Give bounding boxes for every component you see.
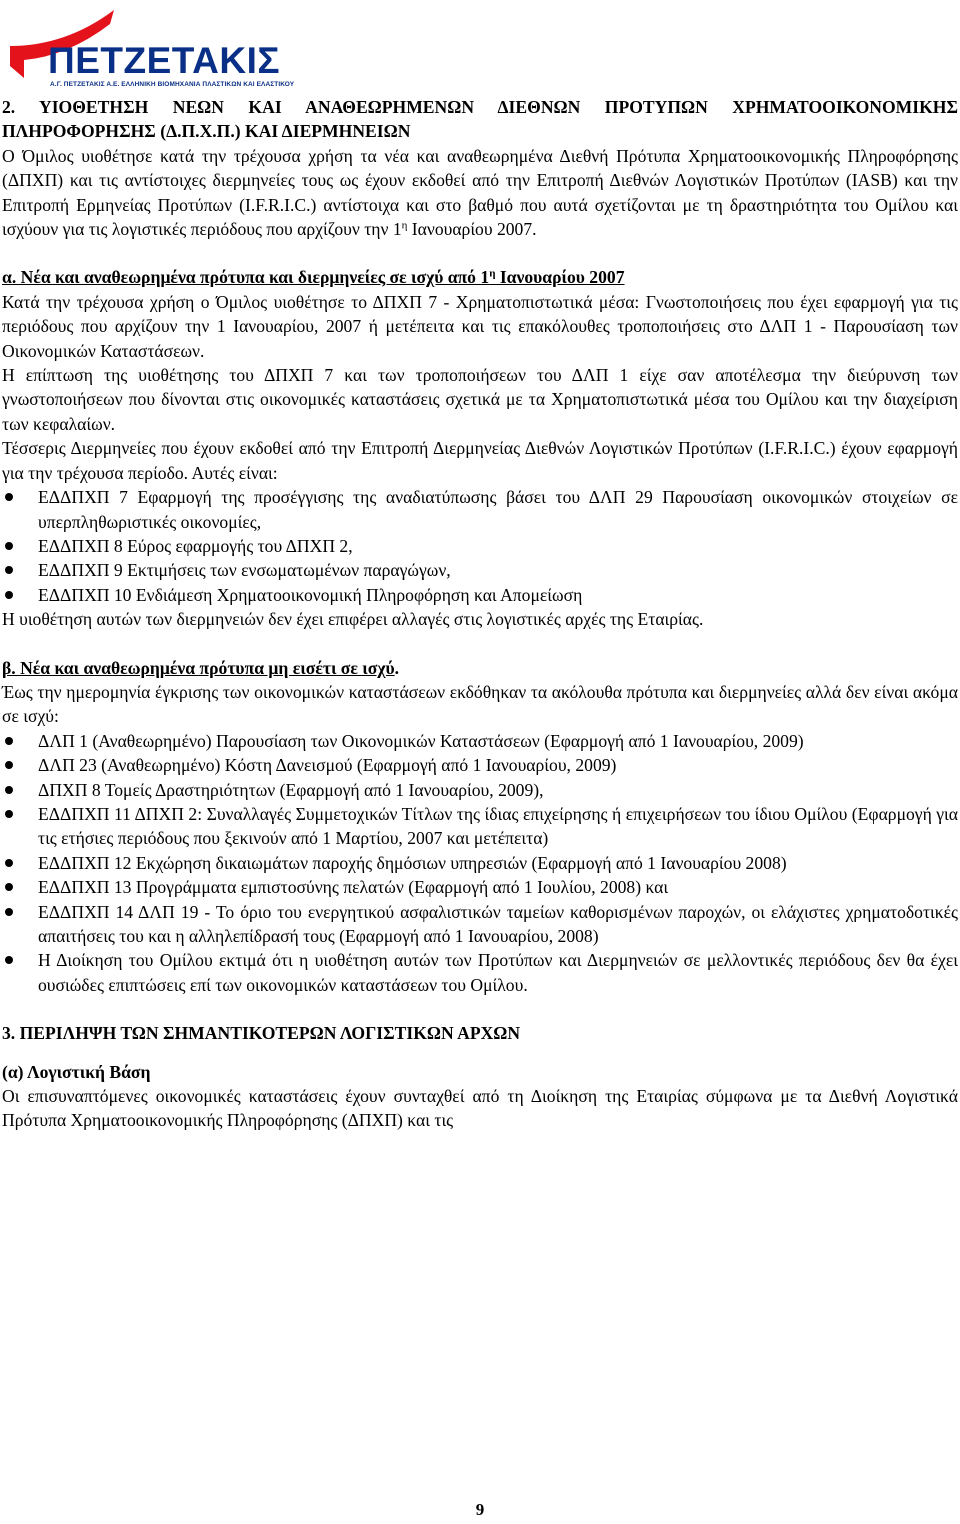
company-logo (6, 6, 295, 88)
subsection-b-paragraph-1: Έως την ημερομηνία έγκρισης των οικονομικών καταστάσεων εκδόθηκαν τα ακόλουθα πρότυπα και διερμηνείες αλλά δεν είναι ακόμα σε ισχύ: (2, 681, 958, 727)
list-item: ΔΠΧΠ 8 Τομείς Δραστηριότητων (Εφαρμογή από 1 Ιανουαρίου, 2009), (2, 778, 958, 802)
list-item: ΕΔΔΠΧΠ 11 ΔΠΧΠ 2: Συναλλαγές Συμμετοχικών Τίτλων της ίδιας επιχείρησης ή επιχειρήσεων του ίδιου Ομίλου (Εφαρμογή για τις ετήσιες περιόδους που ξεκινούν από 1 Μαρτίου, 2007 και μετέπειτα) (2, 802, 958, 851)
subsection-a-paragraph-4: Η υιοθέτηση αυτών των διερμηνειών δεν έχει επιφέρει αλλαγές στις λογιστικές αρχές της Εταιρίας. (2, 609, 704, 630)
subsection-a-paragraph-2: Η επίπτωση της υιοθέτησης του ΔΠΧΠ 7 και των τροποποιήσεων του ΔΛΠ 1 είχε σαν αποτέλεσμα την διεύρυνση των γνωστοποιήσεων που δίνονται στις οικονομικές καταστάσεις σχετικά με τα Χρηματοπιστωτικά μέσα του Ομίλου και την διαχείριση των κεφαλαίων. (2, 365, 958, 434)
logo-tagline: Α.Γ. ΠΕΤΖΕΤΑΚΙΣ Α.Ε. ΕΛΛΗΝΙΚΗ ΒΙΟΜΗΧΑΝΙΑ ΠΛΑΣΤΙΚΩΝ ΚΑΙ ΕΛΑΣΤΙΚΟΥ (50, 81, 295, 88)
section-3-paragraph-1: Οι επισυναπτόμενες οικονομικές καταστάσεις έχουν συνταχθεί από τη Διοίκηση της Εταιρίας σύμφωνα με τα Διεθνή Λογιστικά Πρότυπα Χρηματοοικονομικής Πληροφόρησης (ΔΠΧΠ) και τις (2, 1086, 958, 1131)
list-item: ΔΛΠ 23 (Αναθεωρημένο) Κόστη Δανεισμού (Εφαρμογή από 1 Ιανουαρίου, 2009) (2, 753, 958, 777)
page-number: 9 (475, 1500, 485, 1519)
subsection-a-title: α. Νέα και αναθεωρημένα πρότυπα και διερμηνείες σε ισχύ από $1^\eta$ Ιανουαρίου 2007 (2, 267, 625, 288)
document-body (2, 95, 958, 1133)
section-3-subtitle: (α) Λογιστική Βάση (2, 1061, 151, 1082)
subsection-a-paragraph-1: Κατά την τρέχουσα χρήση ο Όμιλος υιοθέτησε το ΔΠΧΠ 7 - Χρηματοπιστωτικά μέσα: Γνωστοποιήσεις που έχει εφαρμογή για τις περιόδους που αρχίζουν την 1 Ιανουαρίου, 2007 ή μετέπειτα και τις επακόλουθες τροποποιήσεις στο ΔΛΠ 1 - Παρουσίαση των Οικονομικών Καταστάσεων. (2, 291, 958, 361)
list-item: ΕΔΔΠΧΠ 9 Εκτιμήσεις των ενσωματωμένων παραγώγων, (2, 558, 958, 582)
list-item: ΕΔΔΠΧΠ 8 Εύρος εφαρμογής του ΔΠΧΠ 2, (2, 534, 958, 558)
list-item: ΕΔΔΠΧΠ 13 Προγράμματα εμπιστοσύνης πελατών (Εφαρμογή από 1 Ιουλίου, 2008) και (2, 875, 958, 899)
list-item: ΕΔΔΠΧΠ 10 Ενδιάμεση Χρηματοοικονομική Πληροφόρηση και Απομείωση (2, 583, 958, 607)
section-3-heading: 3. ΠΕΡΙΛΗΨΗ ΤΩΝ ΣΗΜΑΝΤΙΚΟΤΕΡΩΝ ΛΟΓΙΣΤΙΚΩΝ ΑΡΧΩΝ (2, 1023, 521, 1044)
list-item: ΕΔΔΠΧΠ 7 Εφαρμογή της προσέγγισης της αναδιατύπωσης βάσει του ΔΛΠ 29 Παρουσίαση οικονομικών στοιχείων σε υπερπληθωριστικές οικονομίες, (2, 485, 958, 534)
section-2-heading: 2. ΥΙΟΘΕΤΗΣΗ ΝΕΩΝ ΚΑΙ ΑΝΑΘΕΩΡΗΜΕΝΩΝ ΔΙΕΘΝΩΝ ΠΡΟΤΥΠΩΝ ΧΡΗΜΑΤΟΟΙΚΟΝΟΜΙΚΗΣ ΠΛΗΡΟΦΟΡΗΣΗΣ (Δ.Π.Χ.Π.) ΚΑΙ ΔΙΕΡΜΗΝΕΙΩΝ (2, 97, 958, 142)
subsection-a-paragraph-3: Τέσσερις Διερμηνείες που έχουν εκδοθεί από την Επιτροπή Διερμηνείας Διεθνών Λογιστικών Προτύπων (I.F.R.I.C.) έχουν εφαρμογή για την τρέχουσα περίοδο. Αυτές είναι: (2, 438, 958, 483)
upcoming-standards-list (2, 729, 958, 997)
list-item: ΕΔΔΠΧΠ 14 ΔΛΠ 19 - Το όριο του ενεργητικού ασφαλιστικών ταμείων καθορισμένων παροχών, οι ελάχιστες χρηματοδοτικές απαιτήσεις του και η αλληλεπίδρασή τους (Εφαρμογή από 1 Ιανουαρίου, 2008) (2, 900, 958, 949)
section-2-intro: Ο Όμιλος υιοθέτησε κατά την τρέχουσα χρήση τα νέα και αναθεωρημένα Διεθνή Πρότυπα Χρηματοοικονομικής Πληροφόρησης (ΔΠΧΠ) και τις αντίστοιχες διερμηνείες τους ως έχουν εκδοθεί από την Επιτροπή Διεθνών Λογιστικών Προτύπων (IASB) και την Επιτροπή Ερμηνείας Προτύπων (I.F.R.I.C.) αντίστοιχα και στο βαθμό που αυτά σχετίζονται με τη δραστηριότητα του Ομίλου και ισχύουν για τις λογιστικές περιόδους που αρχίζουν την $1^\eta$ Ιανουαρίου 2007. (2, 145, 958, 240)
list-item: ΔΛΠ 1 (Αναθεωρημένο) Παρουσίαση των Οικονομικών Καταστάσεων (Εφαρμογή από 1 Ιανουαρίου, 2009) (2, 729, 958, 753)
subsection-b-title: β. Νέα και αναθεωρημένα πρότυπα μη εισέτι σε ισχύ. (2, 657, 399, 678)
interpretations-list (2, 485, 958, 607)
list-item: ΕΔΔΠΧΠ 12 Εκχώρηση δικαιωμάτων παροχής δημόσιων υπηρεσιών (Εφαρμογή από 1 Ιανουαρίου 2008) (2, 851, 958, 875)
logo-wordmark: ΠΕΤΖΕΤΑΚΙΣ (48, 40, 281, 81)
list-item: Η Διοίκηση του Ομίλου εκτιμά ότι η υιοθέτηση αυτών των Προτύπων και Διερμηνειών σε μελλοντικές περιόδους δεν θα έχει ουσιώδες επιπτώσεις επί των οικονομικών καταστάσεων του Ομίλου. (2, 948, 958, 997)
